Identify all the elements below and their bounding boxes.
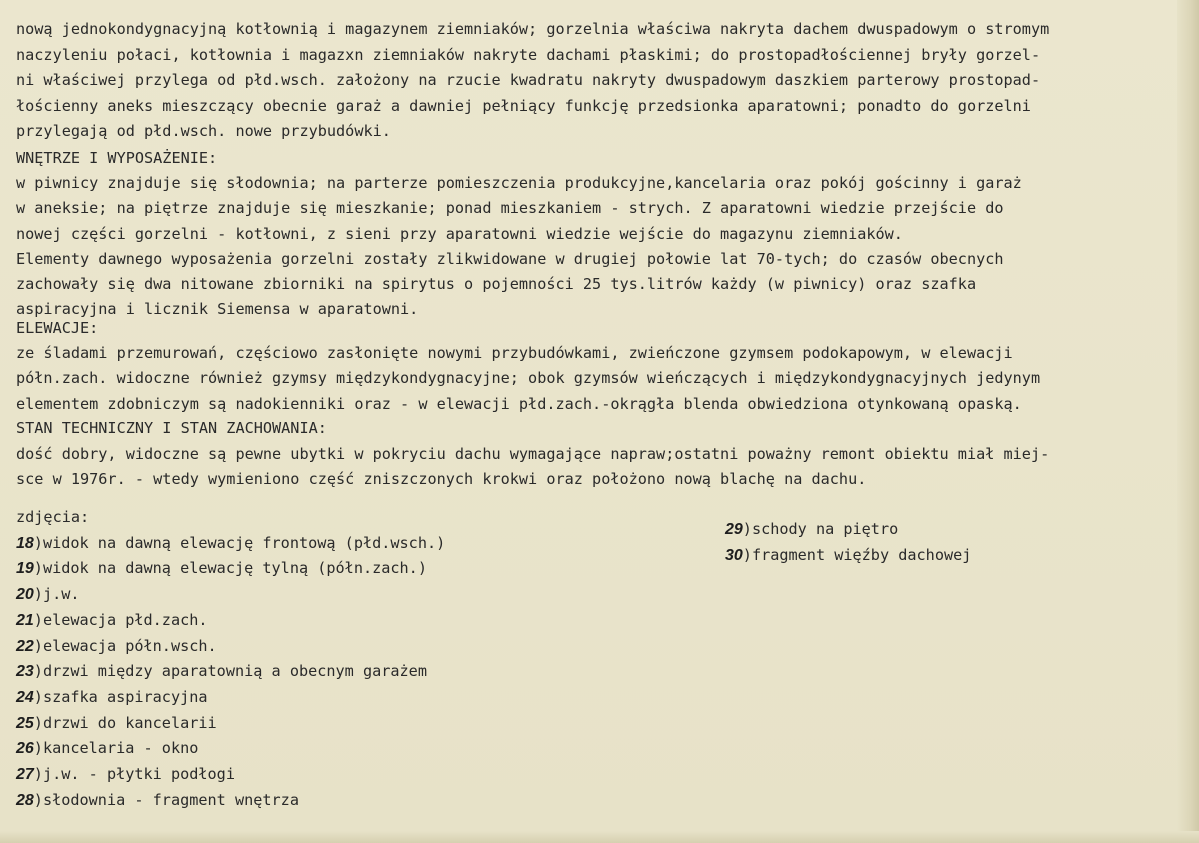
text-line: ni właściwej przylega od płd.wsch. założony na rzucie kwadratu nakryty dwuspadowym daszkiem parterowy prostopad- <box>16 71 1041 89</box>
intro-paragraph <box>16 17 1181 145</box>
text-line: w aneksie; na piętrze znajduje się mieszkanie; ponad mieszkaniem - strych. Z aparatowni wiedzie przejście do <box>16 199 1004 218</box>
paper-edge-bottom <box>0 831 1199 843</box>
photo-list-item <box>16 556 445 582</box>
text-line: ze śladami przemurowań, częściowo zasłonięte nowymi przybudówkami, zwieńczone gzymsem podokapowym, w elewacji <box>16 344 1013 363</box>
photo-list-item <box>725 517 971 543</box>
photo-list-item <box>16 608 445 634</box>
photo-number: 21 <box>16 611 34 629</box>
photo-caption: )j.w. - płytki podłogi <box>33 765 235 784</box>
photo-number: 19 <box>16 560 34 578</box>
photo-list-item <box>16 531 445 557</box>
photo-caption: )elewacja płd.zach. <box>33 610 208 629</box>
text-line: w piwnicy znajduje się słodownia; na parterze pomieszczenia produkcyjne,kancelaria oraz pokój gościnny i garaż <box>16 174 1022 193</box>
photo-list-item <box>16 582 445 608</box>
photo-list-right <box>725 517 971 568</box>
photo-number: 26 <box>16 740 34 758</box>
text-line: Elementy dawnego wyposażenia gorzelni zostały zlikwidowane w drugiej połowie lat 70-tych; do czasów obecnych <box>16 249 1004 268</box>
photo-caption: )drzwi między aparatownią a obecnym garażem <box>33 662 427 681</box>
photo-number: 18 <box>16 534 34 552</box>
section-heading-elevations: ELEWACJE: <box>16 319 99 337</box>
photo-number: 23 <box>16 663 34 681</box>
photo-caption: )fragment więźby dachowej <box>742 545 972 564</box>
photo-number: 20 <box>16 586 34 604</box>
photo-caption: )schody na piętro <box>742 520 899 538</box>
photo-number: 29 <box>725 521 743 538</box>
text-line: sce w 1976r. - wtedy wymieniono część zniszczonych krokwi oraz położono nową blachę na dachu. <box>16 470 867 488</box>
section-heading-condition: STAN TECHNICZNY I STAN ZACHOWANIA: <box>16 419 327 437</box>
photo-number: 28 <box>16 791 34 809</box>
elevations-section <box>16 316 1181 417</box>
photo-caption: )widok na dawną elewację frontową (płd.wsch.) <box>33 533 446 552</box>
text-line: przylegają od płd.wsch. nowe przybudówki. <box>16 122 391 140</box>
text-line: nową jednokondygnacyjną kotłownią i magazynem ziemniaków; gorzelnia właściwa nakryta dachem dwuspadowym o stromym <box>16 20 1050 38</box>
photo-caption: )widok na dawną elewację tylną (półn.zach.) <box>33 559 427 578</box>
photo-list-left <box>16 505 445 813</box>
photo-list-heading: zdjęcia: <box>16 508 90 526</box>
photo-caption: )szafka aspiracyjna <box>33 687 208 706</box>
photo-list-item <box>725 543 971 569</box>
photo-list-item <box>16 762 445 788</box>
photo-number: 27 <box>16 766 34 784</box>
photo-caption: )kancelaria - okno <box>33 739 199 758</box>
photo-caption: )drzwi do kancelarii <box>33 713 217 732</box>
text-line: naczyleniu połaci, kotłownia i magazxn ziemniaków nakryte dachami płaskimi; do prostopadłościennej bryły gorzel- <box>16 45 1041 64</box>
photo-list-item <box>16 788 445 814</box>
photo-number: 30 <box>725 546 743 564</box>
text-line: półn.zach. widoczne również gzymsy międzykondygnacyjne; obok gzymsów wieńczących i międzykondygnacyjnych jedynym <box>16 369 1041 388</box>
photo-caption: )słodownia - fragment wnętrza <box>33 790 299 809</box>
condition-section <box>16 416 1181 493</box>
photo-number: 22 <box>16 637 34 655</box>
text-line: zachowały się dwa nitowane zbiorniki na spirytus o pojemności 25 tys.litrów każdy (w piwnicy) oraz szafka <box>16 275 977 294</box>
photo-caption: )j.w. <box>33 585 80 604</box>
text-line: dość dobry, widoczne są pewne ubytki w pokryciu dachu wymagające napraw;ostatni poważny remont obiektu miał miej- <box>16 444 1050 463</box>
text-line: aspiracyjna i licznik Siemensa w aparatowni. <box>16 300 419 319</box>
photo-list-item <box>16 634 445 660</box>
photo-list-item <box>16 685 445 711</box>
section-heading-interior: WNĘTRZE I WYPOSAŻENIE: <box>16 149 218 167</box>
interior-section <box>16 146 1181 322</box>
photo-list-item <box>16 711 445 737</box>
text-line: łościenny aneks mieszczący obecnie garaż a dawniej pełniący funkcję przedsionka aparatowni; ponadto do gorzelni <box>16 96 1031 115</box>
photo-caption: )elewacja półn.wsch. <box>33 636 217 655</box>
photo-list-item <box>16 736 445 762</box>
photo-number: 24 <box>16 688 34 706</box>
text-line: nowej części gorzelni - kotłowni, z sieni przy aparatowni wiedzie wejście do magazynu ziemniaków. <box>16 224 903 243</box>
photo-number: 25 <box>16 714 34 732</box>
text-line: elementem zdobniczym są nadokienniki oraz - w elewacji płd.zach.-okrągła blenda obwiedziona otynkowaną opaską. <box>16 394 1022 413</box>
photo-list-item <box>16 659 445 685</box>
